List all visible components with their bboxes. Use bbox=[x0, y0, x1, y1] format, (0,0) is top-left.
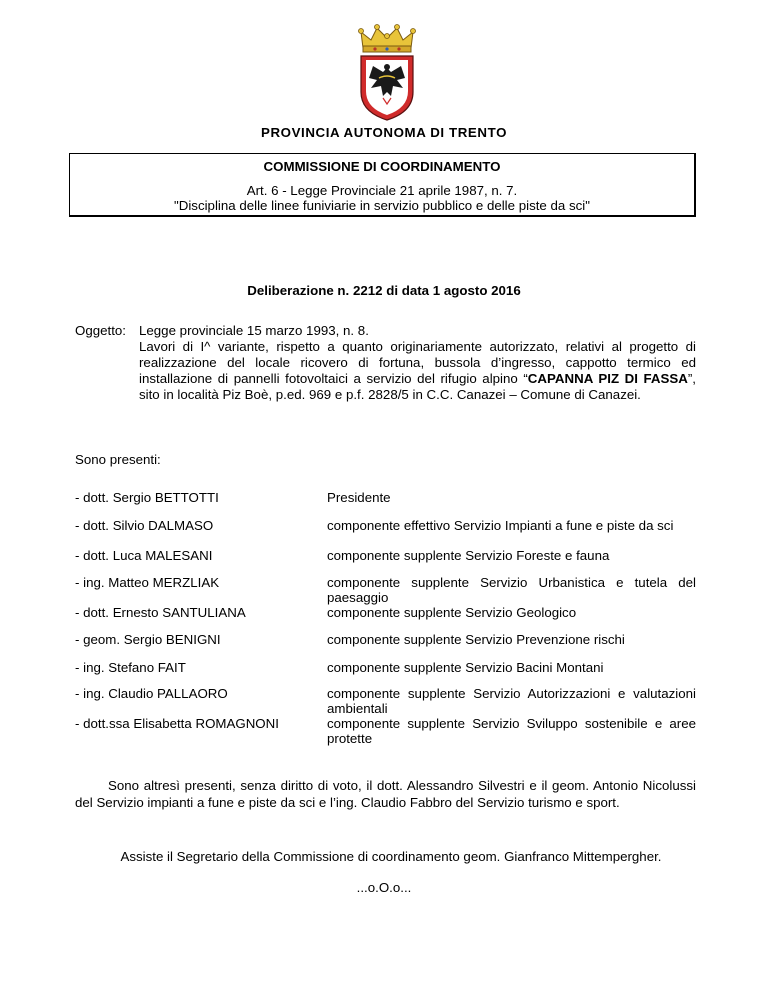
coat-of-arms-icon bbox=[355, 22, 419, 122]
member-name: - ing. Claudio PALLAORO bbox=[75, 686, 228, 701]
deliberation-title: Deliberazione n. 2212 di data 1 agosto 2016 bbox=[247, 283, 521, 298]
present-label: Sono presenti: bbox=[75, 452, 161, 467]
member-role: componente supplente Servizio Foreste e fauna bbox=[327, 548, 610, 563]
member-name: - dott. Sergio BETTOTTI bbox=[75, 490, 219, 505]
member-name: - dott. Silvio DALMASO bbox=[75, 518, 214, 533]
subject-body-post: ”, sito in località Piz Boè, p.ed. 969 e p.f. 2828/5 in C.C. Canazei – Comune di Canazei. bbox=[139, 371, 696, 402]
org-title: PROVINCIA AUTONOMA DI TRENTO bbox=[260, 125, 508, 140]
law-title: "Disciplina delle linee funiviarie in servizio pubblico e delle piste da sci" bbox=[174, 198, 590, 213]
member-role: Presidente bbox=[327, 490, 391, 505]
secretary-paragraph: Assiste il Segretario della Commissione di coordinamento geom. Gianfranco Mittempergher. bbox=[120, 849, 662, 864]
member-role: componente supplente Servizio Prevenzione rischi bbox=[327, 632, 625, 647]
law-reference: Art. 6 - Legge Provinciale 21 aprile 1987, n. 7. bbox=[246, 183, 518, 198]
subject-hut-name: CAPANNA PIZ DI FASSA bbox=[527, 371, 688, 386]
also-present-paragraph: Sono altresì presenti, senza diritto di voto, il dott. Alessandro Silvestri e il geom. Antonio Nicolussi del Servizio impianti a fune e piste da sci e l’ing. Claudio Fabbro del Servizio turismo e sport. bbox=[75, 778, 696, 810]
member-role: componente supplente Servizio Autorizzazioni e valutazioni ambientali bbox=[327, 686, 696, 716]
member-role: componente supplente Servizio Sviluppo sostenibile e aree protette bbox=[327, 716, 696, 746]
member-name: - dott. Ernesto SANTULIANA bbox=[75, 605, 246, 620]
member-name: - dott.ssa Elisabetta ROMAGNONI bbox=[75, 716, 279, 731]
commission-title: COMMISSIONE DI COORDINAMENTO bbox=[263, 159, 501, 174]
member-role: componente supplente Servizio Bacini Montani bbox=[327, 660, 604, 675]
member-name: - geom. Sergio BENIGNI bbox=[75, 632, 221, 647]
subject-label: Oggetto: bbox=[75, 323, 127, 338]
member-name: - ing. Matteo MERZLIAK bbox=[75, 575, 220, 590]
subject-body-pre: Lavori di I^ variante, rispetto a quanto originariamente autorizzato, relativi al progetto di realizzazione del locale ricovero di fortuna, bussola d’ingresso, cappotto termico ed installazione di pannelli fotovoltaici a servizio del rifugio alpino “ bbox=[139, 339, 696, 386]
member-name: - dott. Luca MALESANI bbox=[75, 548, 213, 563]
subject-body bbox=[139, 339, 696, 403]
separator: ...o.O.o... bbox=[356, 880, 412, 895]
member-name: - ing. Stefano FAIT bbox=[75, 660, 186, 675]
member-role: componente effettivo Servizio Impianti a fune e piste da sci bbox=[327, 518, 674, 533]
commission-box bbox=[69, 153, 696, 217]
member-role: componente supplente Servizio Geologico bbox=[327, 605, 577, 620]
member-role: componente supplente Servizio Urbanistica e tutela del paesaggio bbox=[327, 575, 696, 605]
subject-law: Legge provinciale 15 marzo 1993, n. 8. bbox=[139, 323, 369, 338]
